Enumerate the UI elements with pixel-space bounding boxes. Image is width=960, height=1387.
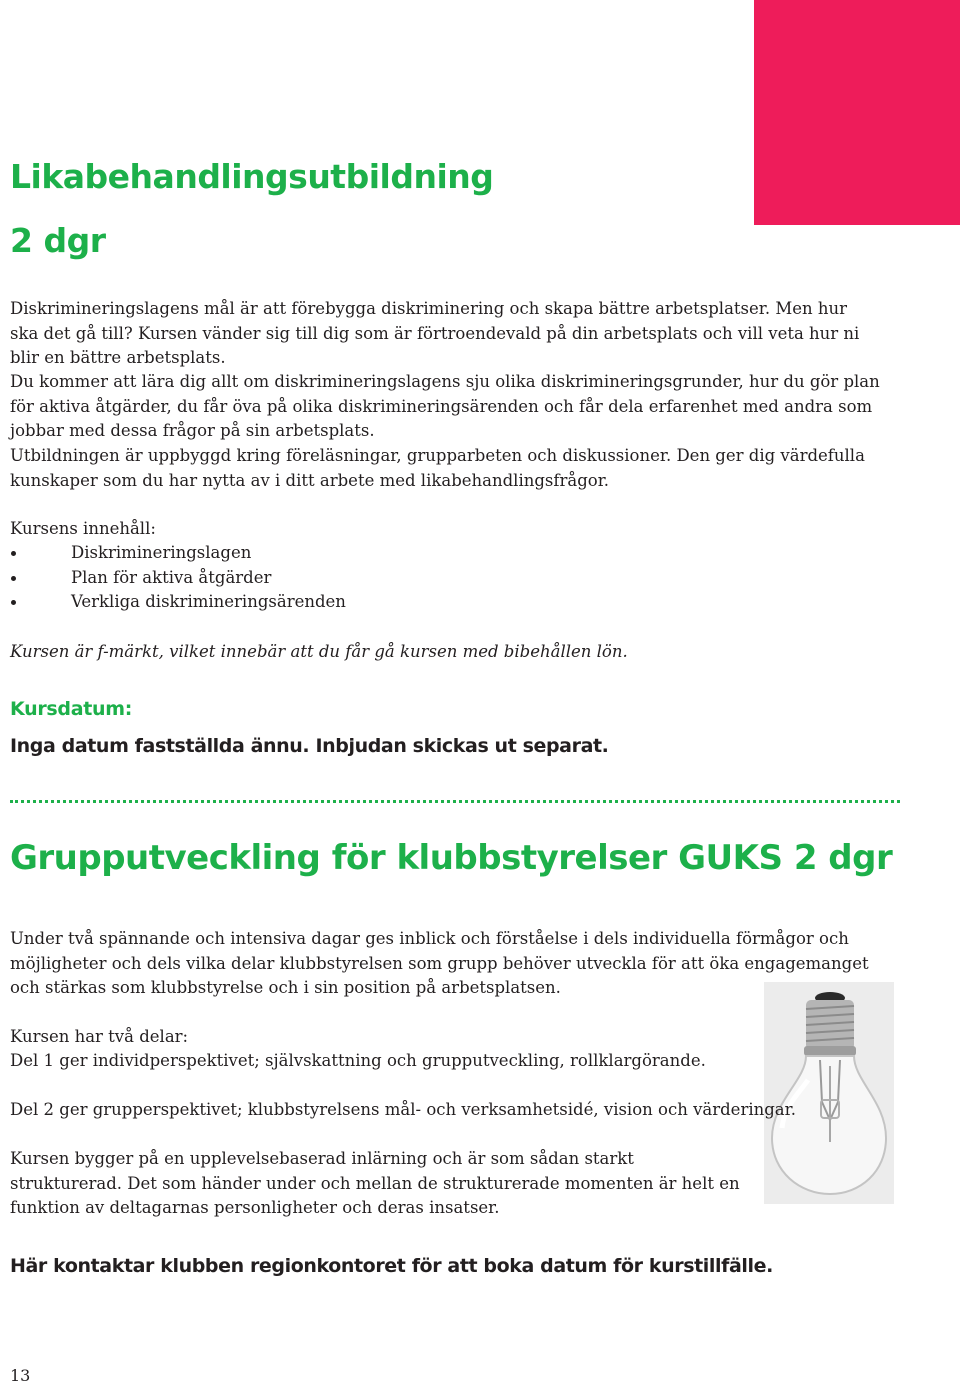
- section1-body: Du kommer att lära dig allt om diskrimineringslagens sju olika diskrimineringsgrunder, hur du gör plan för aktiva åtgärder, du får öva på olika diskrimineringsärenden och får dela erfarenhet med andra som jobbar med dessa frågor på sin arbetsplats.: [10, 372, 880, 440]
- part2-text: Del 2 ger grupperspektivet; klubbstyrelsens mål- och verksamhetsidé, vision och värderingar.: [10, 1100, 796, 1119]
- section1-title: Likabehandlingsutbildning: [10, 157, 494, 196]
- contents-list: [10, 541, 346, 615]
- contents-label: Kursens innehåll:: [10, 519, 156, 538]
- page-number: 13: [10, 1366, 31, 1385]
- section1-duration: 2 dgr: [10, 221, 106, 260]
- f-marked-note: Kursen är f-märkt, vilket innebär att du får gå kursen med bibehållen lön.: [10, 642, 628, 661]
- course-dates-text: Inga datum fastställda ännu. Inbjudan skickas ut separat.: [10, 735, 609, 757]
- section1-format: Utbildningen är uppbyggd kring föreläsningar, grupparbeten och diskussioner. Den ger dig värdefulla kunskaper som du har nytta av i ditt arbete med likabehandlingsfrågor.: [10, 446, 865, 490]
- bullet-icon: [11, 600, 16, 605]
- list-item: Verkliga diskrimineringsärenden: [10, 590, 346, 615]
- bullet-icon: [11, 576, 16, 581]
- list-item: Diskrimineringslagen: [10, 541, 346, 566]
- section2-title: Grupputveckling för klubbstyrelser GUKS 2 dgr: [10, 838, 893, 878]
- section1-intro: Diskrimineringslagens mål är att förebygga diskriminering och skapa bättre arbetsplatser. Men hur ska det gå till? Kursen vänder sig till dig som är förtroendevald på din arbetsplats och vill veta hur ni blir en bättre arbetsplats.: [10, 299, 860, 367]
- section2-method: Kursen bygger på en upplevelsebaserad inlärning och är som sådan starkt strukturerad. Det som händer under och mellan de strukturerade momenten är helt en funktion av deltagarnas personligheter och deras insatser.: [10, 1149, 740, 1217]
- decorative-pink-block: [754, 0, 960, 225]
- course-dates-label: Kursdatum:: [10, 698, 133, 720]
- light-bulb-icon: [764, 982, 894, 1204]
- parts-label: Kursen har två delar:: [10, 1027, 189, 1046]
- section2-intro: Under två spännande och intensiva dagar ges inblick och förståelse i dels individuella förmågor och möjligheter och dels vilka delar klubbstyrelsen som grupp behöver utveckla för att öka engagemanget och stärkas som klubbstyrelse och i sin position på arbetsplatsen.: [10, 929, 869, 997]
- list-item: Plan för aktiva åtgärder: [10, 566, 346, 591]
- part1-text: Del 1 ger individperspektivet; självskattning och grupputveckling, rollklargörande.: [10, 1051, 706, 1070]
- bullet-icon: [11, 551, 16, 556]
- dotted-divider: [10, 800, 900, 803]
- light-bulb-image: [764, 982, 894, 1204]
- contact-text: Här kontaktar klubben regionkontoret för att boka datum för kurstillfälle.: [10, 1255, 773, 1277]
